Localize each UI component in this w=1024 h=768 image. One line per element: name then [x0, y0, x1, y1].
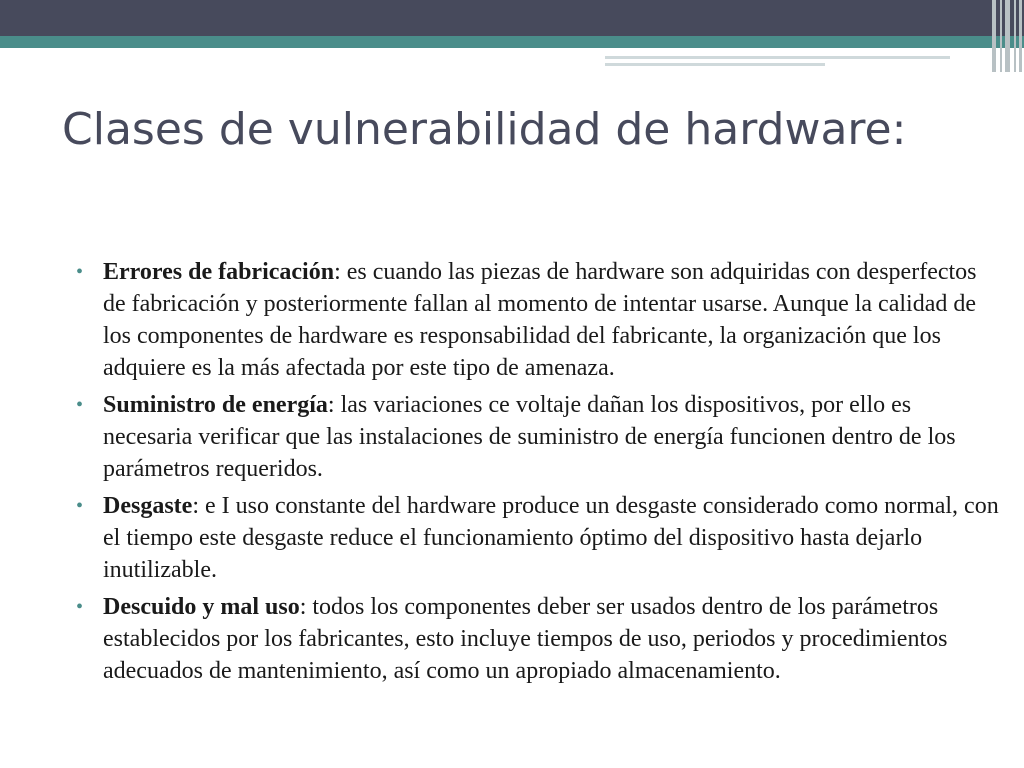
decorative-line: [605, 56, 950, 59]
bullet-text: : e I uso constante del hardware produce un desgaste considerado como normal, con el tiempo este desgaste reduce el funcionamiento óptimo del dispositivo hasta dejarlo inutilizable.: [103, 493, 999, 583]
bullet-item: [76, 256, 1003, 384]
header-band: [0, 0, 1024, 36]
bullet-term: Desgaste: [103, 493, 193, 519]
bullet-text: : las variaciones ce voltaje dañan los dispositivos, por ello es necesaria verificar que las instalaciones de suministro de energía funcionen dentro de los parámetros requeridos.: [103, 392, 956, 482]
bullet-dot-icon: •: [76, 394, 84, 416]
slide-title: Clases de vulnerabilidad de hardware:: [62, 104, 907, 155]
bullet-dot-icon: •: [76, 261, 84, 283]
decorative-stripes: [990, 0, 1024, 72]
decorative-line: [605, 63, 825, 66]
bullet-term: Errores de fabricación: [103, 259, 335, 285]
bullet-list: [76, 256, 1003, 692]
bullet-term: Suministro de energía: [103, 392, 328, 418]
bullet-text: : todos los componentes deber ser usados dentro de los parámetros establecidos por los fabricantes, esto incluye tiempos de uso, periodos y procedimientos adecuados de mantenimiento, así como un apropiado almacenamiento.: [103, 594, 948, 684]
bullet-dot-icon: •: [76, 495, 84, 517]
bullet-dot-icon: •: [76, 596, 84, 618]
bullet-text: : es cuando las piezas de hardware son adquiridas con desperfectos de fabricación y posteriormente fallan al momento de intentar usarse. Aunque la calidad de los componentes de hardware es responsabilidad del fabricante, la organización que los adquiere es la más afectada por este tipo de amenaza.: [103, 259, 977, 381]
bullet-item: [76, 591, 1003, 687]
header-accent-band: [0, 36, 1024, 48]
bullet-item: [76, 389, 1003, 485]
bullet-term: Descuido y mal uso: [103, 594, 300, 620]
bullet-item: [76, 490, 1003, 586]
